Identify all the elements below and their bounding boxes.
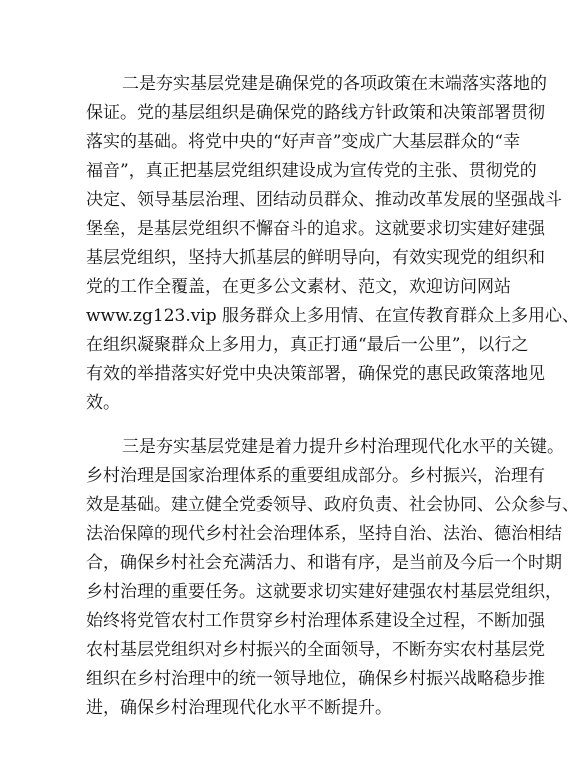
paragraph-line: 法治保障的现代乡村社会治理体系，坚持自治、法治、德治相结 [86, 524, 562, 544]
paragraph-line: 在组织凝聚群众上多用力，真正打通“最后一公里”，以行之 [86, 335, 529, 355]
paragraph-line: 堡垒，是基层党组织不懈奋斗的追求。这就要求切实建好建强 [86, 219, 545, 239]
paragraph-line: 党的工作全覆盖，在更多公文素材、范文，欢迎访问网站 [86, 277, 511, 297]
paragraph-line: 决定、领导基层治理、团结动员群众、推动改革发展的坚强战斗 [86, 190, 562, 210]
paragraph-line: 二是夯实基层党建是确保党的各项政策在末端落实落地的 [122, 74, 547, 94]
paragraph-line: 有效的举措落实好党中央决策部署，确保党的惠民政策落地见 [86, 364, 545, 384]
paragraph-line: 始终将党管农村工作贯穿乡村治理体系建设全过程，不断加强 [86, 611, 545, 631]
paragraph-line: 效。 [86, 393, 120, 413]
document-body [86, 70, 580, 723]
paragraph-2 [86, 433, 579, 723]
paragraph-1 [86, 70, 580, 418]
paragraph-line: 农村基层党组织对乡村振兴的全面领导，不断夯实农村基层党 [86, 640, 545, 660]
paragraph-line: 乡村治理的重要任务。这就要求切实建好建强农村基层党组织， [86, 582, 562, 602]
paragraph-line: 落实的基础。将党中央的“好声音”变成广大基层群众的“幸 [86, 132, 521, 152]
paragraph-line: 基层党组织，坚持大抓基层的鲜明导向，有效实现党的组织和 [86, 248, 545, 268]
paragraph-line: 保证。党的基层组织是确保党的路线方针政策和决策部署贯彻 [86, 103, 545, 123]
paragraph-line: 进，确保乡村治理现代化水平不断提升。 [86, 698, 392, 718]
paragraph-line: 福音”，真正把基层党组织建设成为宣传党的主张、贯彻党的 [86, 161, 537, 181]
paragraph-line: www.zg123.vip 服务群众上多用情、在宣传教育群众上多用心、 [86, 306, 580, 326]
paragraph-line: 效是基础。建立健全党委领导、政府负责、社会协同、公众参与、 [86, 495, 579, 515]
paragraph-line: 乡村治理是国家治理体系的重要组成部分。乡村振兴，治理有 [86, 466, 545, 486]
paragraph-line: 组织在乡村治理中的统一领导地位，确保乡村振兴战略稳步推 [86, 669, 545, 689]
paragraph-line: 合，确保乡村社会充满活力、和谐有序，是当前及今后一个时期 [86, 553, 562, 573]
paragraph-spacer [86, 418, 516, 433]
paragraph-line: 三是夯实基层党建是着力提升乡村治理现代化水平的关键。 [122, 437, 564, 457]
